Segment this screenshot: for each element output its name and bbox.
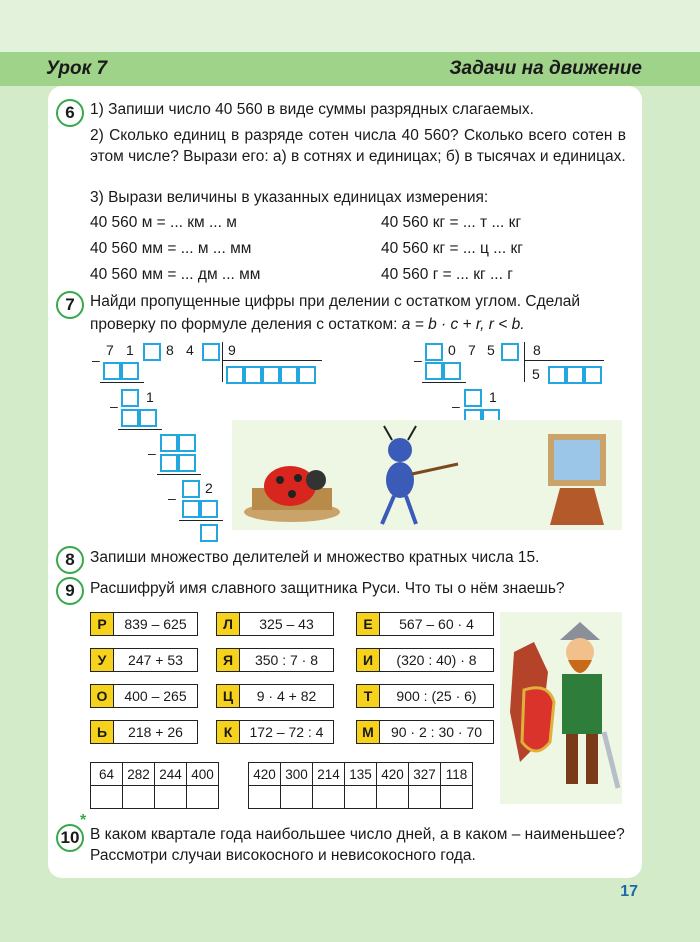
quotient-box[interactable]: [548, 366, 566, 384]
cipher-expression: 839 – 625: [124, 616, 187, 632]
cipher-tile: [216, 684, 334, 708]
task10-line2: Рассмотри случаи високосного и невисокосного года.: [90, 847, 476, 864]
conversion-left: 40 560 мм = ... м ... мм: [90, 240, 252, 257]
quotient-box[interactable]: [280, 366, 298, 384]
answer-letter-cell[interactable]: [249, 786, 281, 809]
answer-value: 282: [123, 763, 155, 786]
minus-sign: –: [92, 352, 100, 368]
cipher-expression: 567 – 60 · 4: [399, 616, 474, 632]
division-digit: 4: [186, 342, 194, 358]
missing-digit-box[interactable]: [160, 434, 178, 452]
ant-head: [388, 438, 412, 462]
answer-letter-cell[interactable]: [187, 786, 219, 809]
ladybug-spot: [294, 474, 302, 482]
division-digit: 2: [205, 480, 213, 496]
cipher-tile: [356, 612, 494, 636]
cipher-tile: [216, 720, 334, 744]
division-bar: [222, 342, 223, 382]
cipher-letter: К: [217, 721, 240, 743]
conversion-right: 40 560 кг = ... т ... кг: [381, 214, 522, 231]
task8-text: Запиши множество делителей и множество кратных числа 15.: [90, 549, 540, 566]
task6-item3: 3) Вырази величины в указанных единицах измерения:: [90, 189, 489, 206]
task-number-10: 10: [56, 824, 84, 852]
cipher-tile: [216, 612, 334, 636]
ladybug-head: [306, 470, 326, 490]
answer-letter-cell[interactable]: [123, 786, 155, 809]
cipher-letter: Е: [357, 613, 380, 635]
missing-digit-box[interactable]: [200, 500, 218, 518]
quotient-box[interactable]: [244, 366, 262, 384]
missing-digit-box[interactable]: [121, 409, 139, 427]
conversion-right: 40 560 кг = ... ц ... кг: [381, 240, 523, 257]
subtraction-line: [157, 474, 201, 475]
missing-digit-box[interactable]: [178, 454, 196, 472]
answer-value: 420: [377, 763, 409, 786]
quotient-box[interactable]: [566, 366, 584, 384]
ant-body: [386, 462, 414, 498]
subtraction-line: [118, 429, 162, 430]
warrior-leg: [566, 734, 578, 784]
missing-digit-box[interactable]: [464, 389, 482, 407]
missing-digit-box[interactable]: [121, 362, 139, 380]
cipher-expression: (320 : 40) · 8: [396, 652, 477, 668]
cipher-expression: 90 · 2 : 30 · 70: [390, 724, 483, 740]
cipher-letter: Т: [357, 685, 380, 707]
quotient-box[interactable]: [226, 366, 244, 384]
cipher-tile: [90, 648, 198, 672]
difficulty-star: *: [80, 812, 87, 829]
minus-sign: –: [148, 445, 156, 461]
board-surface: [554, 440, 600, 480]
answer-value: 135: [345, 763, 377, 786]
shield-shape: [522, 688, 554, 751]
answer-letter-cell[interactable]: [281, 786, 313, 809]
missing-digit-box[interactable]: [182, 500, 200, 518]
missing-digit-box[interactable]: [121, 389, 139, 407]
division-digit: 1: [146, 389, 154, 405]
cipher-tile: [356, 648, 494, 672]
cipher-letter: И: [357, 649, 380, 671]
lesson-title: Урок 7: [46, 58, 108, 79]
minus-sign: –: [168, 490, 176, 506]
missing-digit-box[interactable]: [160, 454, 178, 472]
warrior-leg: [586, 734, 598, 784]
answer-letter-cell[interactable]: [409, 786, 441, 809]
task7-line1: Найди пропущенные цифры при делении с остатком углом. Сделай: [90, 293, 581, 310]
answer-value: 327: [409, 763, 441, 786]
division-formula: a = b · c + r, r < b.: [401, 316, 525, 333]
task10-line1: В каком квартале года наибольшее число дней, а в каком – наименьшее?: [90, 826, 625, 843]
cipher-tile: [356, 720, 494, 744]
subtraction-line: [100, 382, 144, 383]
cipher-letter: У: [91, 649, 114, 671]
division-digit: 1: [126, 342, 134, 358]
cipher-tile: [90, 684, 198, 708]
remainder-box[interactable]: [200, 524, 218, 542]
cipher-letter: М: [357, 721, 380, 743]
cipher-expression: 9 · 4 + 82: [256, 688, 317, 704]
division-digit: 0: [448, 342, 456, 358]
missing-digit-box[interactable]: [178, 434, 196, 452]
cipher-expression: 247 + 53: [128, 652, 183, 668]
answer-letter-cell[interactable]: [441, 786, 473, 809]
cipher-tile: [90, 720, 198, 744]
cipher-tile: [356, 684, 494, 708]
task7-line2: проверку по формуле деления с остатком: a = b · c + r, r < b.: [90, 316, 525, 333]
cipher-expression: 172 – 72 : 4: [249, 724, 324, 740]
task-number-6: 6: [56, 99, 84, 127]
quotient-digit: 5: [532, 366, 540, 382]
answer-table-2: [248, 762, 473, 809]
answer-value: 118: [441, 763, 473, 786]
ladybug-spot: [276, 476, 284, 484]
missing-digit-box[interactable]: [202, 343, 220, 361]
answer-value: 214: [313, 763, 345, 786]
missing-digit-box[interactable]: [501, 343, 519, 361]
ladybug-spot: [288, 490, 296, 498]
missing-digit-box[interactable]: [103, 362, 121, 380]
task6-item1: 1) Запиши число 40 560 в виде суммы разрядных слагаемых.: [90, 101, 534, 118]
missing-digit-box[interactable]: [182, 480, 200, 498]
divisor: 9: [228, 342, 236, 358]
task6-item2: 2) Сколько единиц в разряде сотен числа 40 560? Сколько всего сотен в этом числе? Вырази его: а) в сотнях и единицах; б) в тысячах и единицах.: [90, 127, 626, 165]
cipher-letter: Р: [91, 613, 114, 635]
answer-value: 244: [155, 763, 187, 786]
task-number-8: 8: [56, 546, 84, 574]
division-digit: 7: [468, 342, 476, 358]
top-band: [0, 0, 700, 52]
cipher-expression: 900 : (25 · 6): [396, 688, 477, 704]
minus-sign: –: [452, 398, 460, 414]
cipher-expression: 325 – 43: [259, 616, 314, 632]
division-digit: 5: [487, 342, 495, 358]
illustration-board: [530, 420, 622, 530]
conversion-right: 40 560 г = ... кг ... г: [381, 266, 513, 283]
cipher-expression: 218 + 26: [128, 724, 183, 740]
cipher-letter: Л: [217, 613, 240, 635]
page-number: 17: [620, 883, 638, 900]
answer-value: 64: [91, 763, 123, 786]
answer-value: 420: [249, 763, 281, 786]
quotient-box[interactable]: [584, 366, 602, 384]
cipher-letter: Я: [217, 649, 240, 671]
minus-sign: –: [110, 398, 118, 414]
division-bar: [524, 342, 525, 382]
answer-letter-cell[interactable]: [155, 786, 187, 809]
illustration-warrior: [500, 612, 622, 804]
missing-digit-box[interactable]: [139, 409, 157, 427]
answer-value: 300: [281, 763, 313, 786]
subtraction-line: [179, 520, 223, 521]
missing-digit-box[interactable]: [425, 343, 443, 361]
quotient-box[interactable]: [262, 366, 280, 384]
subtraction-line: [422, 382, 466, 383]
divisor: 8: [533, 342, 541, 358]
answer-letter-cell[interactable]: [313, 786, 345, 809]
conversion-left: 40 560 мм = ... дм ... мм: [90, 266, 261, 283]
division-digit: 8: [166, 342, 174, 358]
answer-table-1: [90, 762, 219, 809]
cipher-letter: Ц: [217, 685, 240, 707]
missing-digit-box[interactable]: [443, 362, 461, 380]
task9-text: Расшифруй имя славного защитника Руси. Что ты о нём знаешь?: [90, 580, 565, 597]
cipher-tile: [90, 612, 198, 636]
conversion-left: 40 560 м = ... км ... м: [90, 214, 237, 231]
cipher-expression: 400 – 265: [124, 688, 187, 704]
divisor-line: [222, 360, 322, 361]
answer-value: 400: [187, 763, 219, 786]
answer-letter-cell[interactable]: [345, 786, 377, 809]
answer-letter-cell[interactable]: [91, 786, 123, 809]
division-digit: 1: [489, 389, 497, 405]
minus-sign: –: [414, 352, 422, 368]
topic-title: Задачи на движение: [449, 58, 642, 79]
missing-digit-box[interactable]: [143, 343, 161, 361]
cipher-expression: 350 : 7 · 8: [254, 652, 319, 668]
cipher-tile: [216, 648, 334, 672]
task-number-7: 7: [56, 291, 84, 319]
answer-letter-cell[interactable]: [377, 786, 409, 809]
quotient-box[interactable]: [298, 366, 316, 384]
cipher-letter: О: [91, 685, 114, 707]
missing-digit-box[interactable]: [425, 362, 443, 380]
divisor-line: [524, 360, 604, 361]
illustration-ladybug-ant: [232, 420, 532, 530]
warrior-body: [562, 674, 602, 734]
task-number-9: 9: [56, 577, 84, 605]
division-digit: 7: [106, 342, 114, 358]
cipher-letter: Ь: [91, 721, 114, 743]
